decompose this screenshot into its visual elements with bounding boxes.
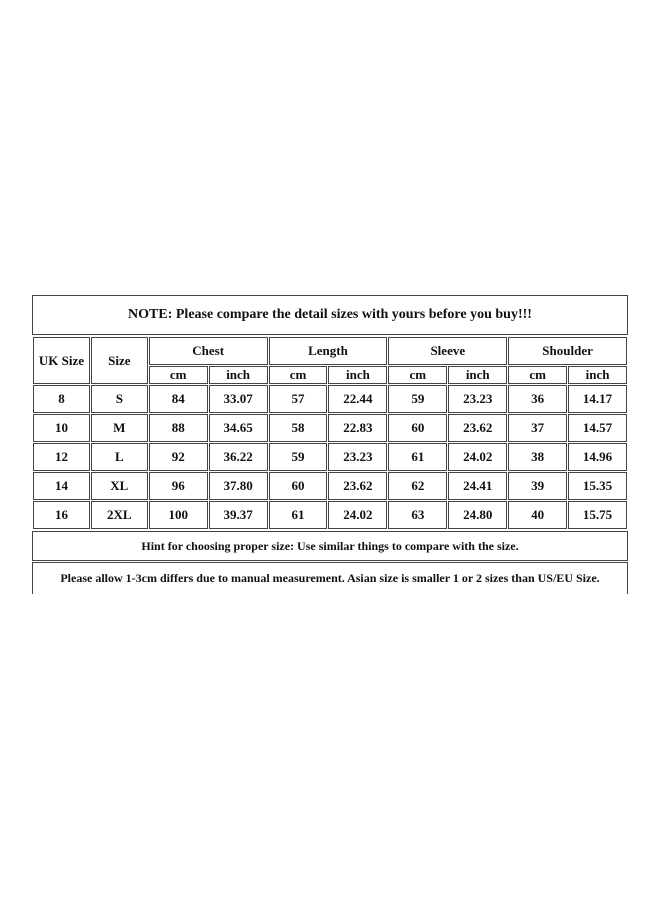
header-length: Length [269, 337, 388, 365]
header-uk-size: UK Size [33, 337, 90, 384]
allowance-text: Please allow 1-3cm differs due to manual measurement. Asian size is smaller 1 or 2 sizes than US/EU Size. [32, 562, 628, 594]
table-row [33, 385, 627, 413]
table-cell: 40 [508, 501, 567, 529]
unit-cell: cm [508, 366, 567, 384]
table-cell: 37.80 [209, 472, 268, 500]
table-cell: 84 [149, 385, 208, 413]
table-cell: 24.80 [448, 501, 507, 529]
hint-text: Hint for choosing proper size: Use similar things to compare with the size. [32, 531, 628, 561]
table-cell: 14.17 [568, 385, 627, 413]
table-cell: 60 [388, 414, 447, 442]
unit-cell: inch [568, 366, 627, 384]
table-cell: XL [91, 472, 148, 500]
table-cell: 34.65 [209, 414, 268, 442]
table-cell: 23.23 [448, 385, 507, 413]
table-cell: 39.37 [209, 501, 268, 529]
unit-cell: inch [328, 366, 387, 384]
table-cell: 23.23 [328, 443, 387, 471]
table-cell: 36.22 [209, 443, 268, 471]
table-row [33, 443, 627, 471]
table-cell: 15.35 [568, 472, 627, 500]
table-cell: 63 [388, 501, 447, 529]
unit-cell: cm [149, 366, 208, 384]
table-cell: 15.75 [568, 501, 627, 529]
table-cell: 22.83 [328, 414, 387, 442]
table-cell: 59 [269, 443, 328, 471]
header-shoulder: Shoulder [508, 337, 627, 365]
header-size: Size [91, 337, 148, 384]
table-cell: 58 [269, 414, 328, 442]
table-cell: 61 [388, 443, 447, 471]
table-cell: 88 [149, 414, 208, 442]
table-cell: 100 [149, 501, 208, 529]
table-cell: 59 [388, 385, 447, 413]
table-cell: 10 [33, 414, 90, 442]
table-cell: 14.96 [568, 443, 627, 471]
table-cell: 96 [149, 472, 208, 500]
table-cell: 36 [508, 385, 567, 413]
table-cell: 23.62 [328, 472, 387, 500]
table-cell: 16 [33, 501, 90, 529]
note-title: NOTE: Please compare the detail sizes with yours before you buy!!! [32, 295, 628, 335]
table-cell: 92 [149, 443, 208, 471]
header-sleeve: Sleeve [388, 337, 507, 365]
unit-cell: cm [388, 366, 447, 384]
header-chest: Chest [149, 337, 268, 365]
table-cell: 24.02 [448, 443, 507, 471]
table-cell: 24.02 [328, 501, 387, 529]
table-cell: 37 [508, 414, 567, 442]
table-cell: 14.57 [568, 414, 627, 442]
table-cell: 38 [508, 443, 567, 471]
table-cell: 57 [269, 385, 328, 413]
table-cell: S [91, 385, 148, 413]
size-chart [32, 295, 628, 594]
table-cell: 24.41 [448, 472, 507, 500]
table-row [33, 472, 627, 500]
table-cell: 22.44 [328, 385, 387, 413]
table-cell: 14 [33, 472, 90, 500]
table-cell: 61 [269, 501, 328, 529]
table-cell: 33.07 [209, 385, 268, 413]
unit-cell: cm [269, 366, 328, 384]
size-table [32, 336, 628, 530]
table-cell: L [91, 443, 148, 471]
table-cell: 8 [33, 385, 90, 413]
unit-cell: inch [448, 366, 507, 384]
table-cell: 60 [269, 472, 328, 500]
table-row [33, 501, 627, 529]
table-row [33, 414, 627, 442]
table-cell: 62 [388, 472, 447, 500]
table-cell: 2XL [91, 501, 148, 529]
table-cell: 12 [33, 443, 90, 471]
unit-cell: inch [209, 366, 268, 384]
header-row [33, 337, 627, 365]
table-cell: 23.62 [448, 414, 507, 442]
table-cell: M [91, 414, 148, 442]
table-cell: 39 [508, 472, 567, 500]
